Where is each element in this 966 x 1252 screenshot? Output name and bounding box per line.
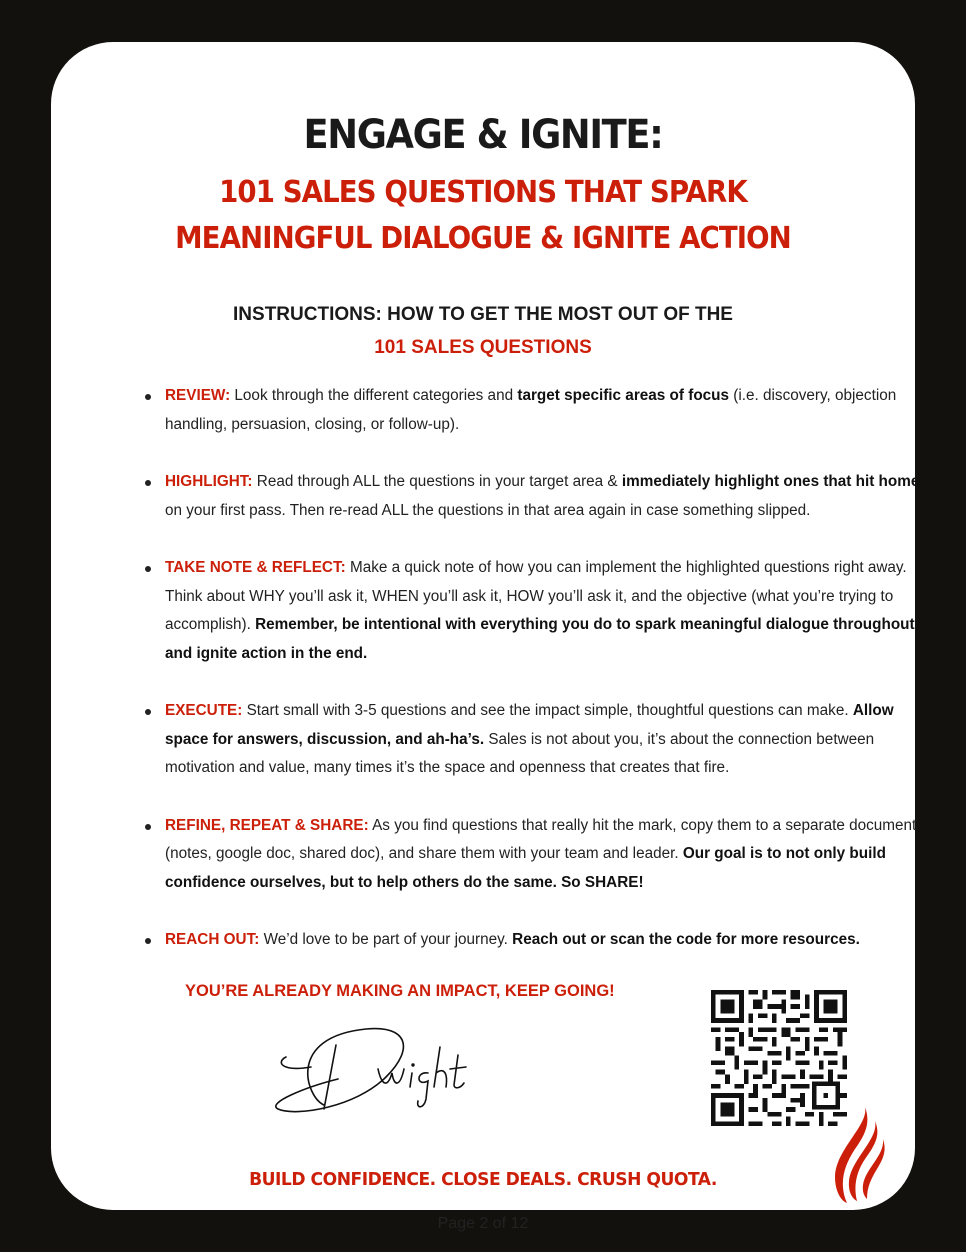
step-emphasis: Allow space for answers, discussion, and ah-ha’s. [165,702,894,748]
step-reach-out [139,926,929,955]
step-text: As you find questions that really hit the mark, copy them to a separate document (notes, google doc, shared doc), and share them with your team and leader. [165,816,917,862]
subtitle-line-2: MEANINGFUL DIALOGUE & IGNITE ACTION [175,221,791,256]
page-subtitle [86,170,881,262]
flame-logo-icon [825,1105,889,1205]
encouragement-text: YOU’RE ALREADY MAKING AN IMPACT, KEEP GOING! [185,982,615,1000]
step-label: REVIEW: [165,387,231,404]
step-text: Make a quick note of how you can implement the highlighted questions right away. Think about WHY you’ll ask it, WHEN you’ll ask it, HOW you’ll ask it, and the objective (what you’re trying to accomplish). [165,559,907,633]
step-text: Read through ALL the questions in your target area & [252,473,622,490]
signature-dwight [266,1017,476,1117]
step-take-note-reflect [139,554,929,668]
subtitle-line-1: 101 SALES QUESTIONS THAT SPARK [219,175,747,210]
step-highlight [139,468,929,525]
page-number: Page 2 of 12 [437,1215,529,1232]
step-text-2: on your first pass. Then re-read ALL the questions in that area again in case something slipped. [165,501,811,519]
page-card [51,42,920,1232]
step-label: REFINE, REPEAT & SHARE: [165,816,369,834]
instruction-steps [139,382,929,984]
step-text: Start small with 3-5 questions and see the impact simple, thoughtful questions can make. [242,702,853,719]
step-label: REACH OUT: [165,931,260,948]
step-label: EXECUTE: [165,702,243,719]
step-emphasis: Remember, be intentional with everything you do to spark meaningful dialogue throughout and ignite action in the end. [165,616,915,662]
step-emphasis: Our goal is to not only build confidence ourselves, but to help others do the same. So SHARE! [165,845,886,891]
step-text-2: Sales is not about you, it’s about the connection between motivation and value, many times it’s the space and openness that creates that fire. [165,730,875,776]
step-emphasis: Reach out or scan the code for more resources. [512,931,860,948]
step-text: Look through the different categories and [230,387,518,404]
page-title: ENGAGE & IGNITE: [303,112,663,158]
step-text: We’d love to be part of your journey. [259,931,513,948]
step-review [139,382,929,439]
step-execute [139,697,929,783]
step-emphasis: immediately highlight ones that hit home [621,473,920,490]
instructions-heading-line-1: INSTRUCTIONS: HOW TO GET THE MOST OUT OF THE [233,304,733,325]
step-emphasis: target specific areas of focus [517,387,730,404]
instructions-heading [51,298,915,364]
instructions-heading-line-2: 101 SALES QUESTIONS [374,337,592,358]
tagline: BUILD CONFIDENCE. CLOSE DEALS. CRUSH QUOTA. [249,1169,717,1190]
step-text-2: (i.e. discovery, objection handling, persuasion, closing, or follow-up). [165,387,897,433]
step-refine-repeat-share [139,812,929,898]
step-label: HIGHLIGHT: [165,473,253,490]
step-label: TAKE NOTE & REFLECT: [165,559,346,576]
